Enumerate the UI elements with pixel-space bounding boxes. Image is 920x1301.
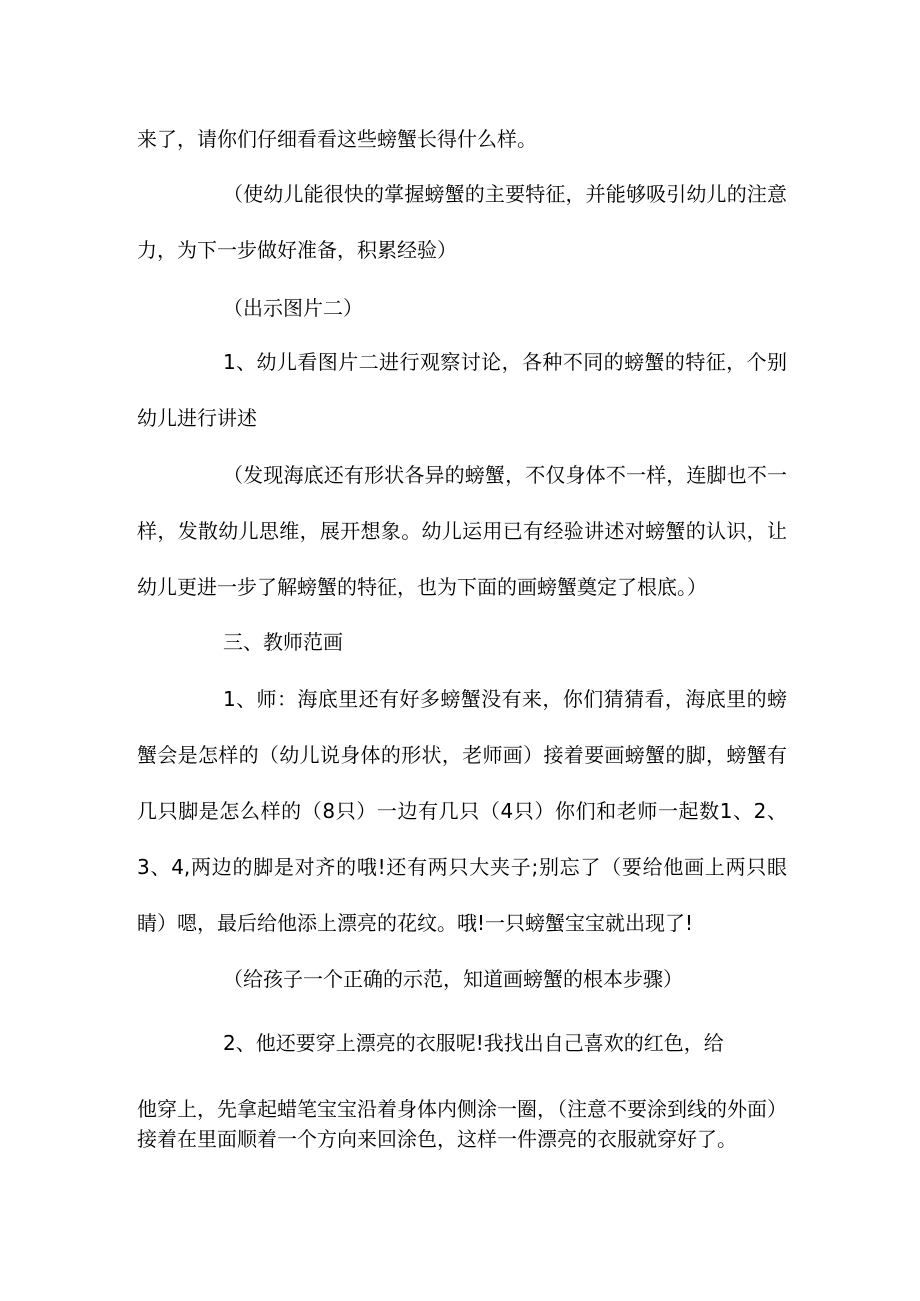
paragraph-crab-observe: 来了，请你们仔细看看这些螃蟹长得什么样。 (137, 127, 537, 151)
paragraph-discovery-note: （发现海底还有形状各异的螃蟹，不仅身体不一样，连脚也不一样，发散幼儿思维，展开想象。幼儿运用已有经验讲述对螃蟹的认识，让幼儿更进一步了解螃蟹的特征，也为下面的画螃蟹奠定了根底。） (137, 463, 787, 599)
paragraph-step-1-discussion: 1、幼儿看图片二进行观察讨论，各种不同的螃蟹的特征，个别幼儿进行讲述 (137, 350, 787, 430)
section-heading-teacher-demo: 三、教师范画 (223, 630, 343, 654)
paragraph-teacher-draws: 1、师：海底里还有好多螃蟹没有来，你们猜猜看，海底里的螃蟹会是怎样的（幼儿说身体的形状，老师画）接着要画螃蟹的脚，螃蟹有几只脚是怎么样的（8只）一边有几只（4只）你们和老师一起数1、2、3、4,两边的脚是对齐的哦!还有两只大夹子;别忘了（要给他画上两只眼睛）嗯，最后给他添上漂亮的花纹。哦!一只螃蟹宝宝就出现了! (137, 687, 787, 935)
paragraph-demo-note: （给孩子一个正确的示范，知道画螃蟹的根本步骤） (223, 967, 683, 991)
paragraph-step-2-color: 2、他还要穿上漂亮的衣服呢!我找出自己喜欢的红色，给 (223, 1031, 724, 1055)
paragraph-purpose-note: （使幼儿能很快的掌握螃蟹的主要特征，并能够吸引幼儿的注意力，为下一步做好准备，积累经验） (137, 182, 787, 262)
paragraph-coloring-instructions: 他穿上，先拿起蜡笔宝宝沿着身体内侧涂一圈，（注意不要涂到线的外面）接着在里面顺着一个方向来回涂色，这样一件漂亮的衣服就穿好了。 (137, 1097, 787, 1151)
paragraph-show-picture-two: （出示图片二） (223, 296, 363, 320)
